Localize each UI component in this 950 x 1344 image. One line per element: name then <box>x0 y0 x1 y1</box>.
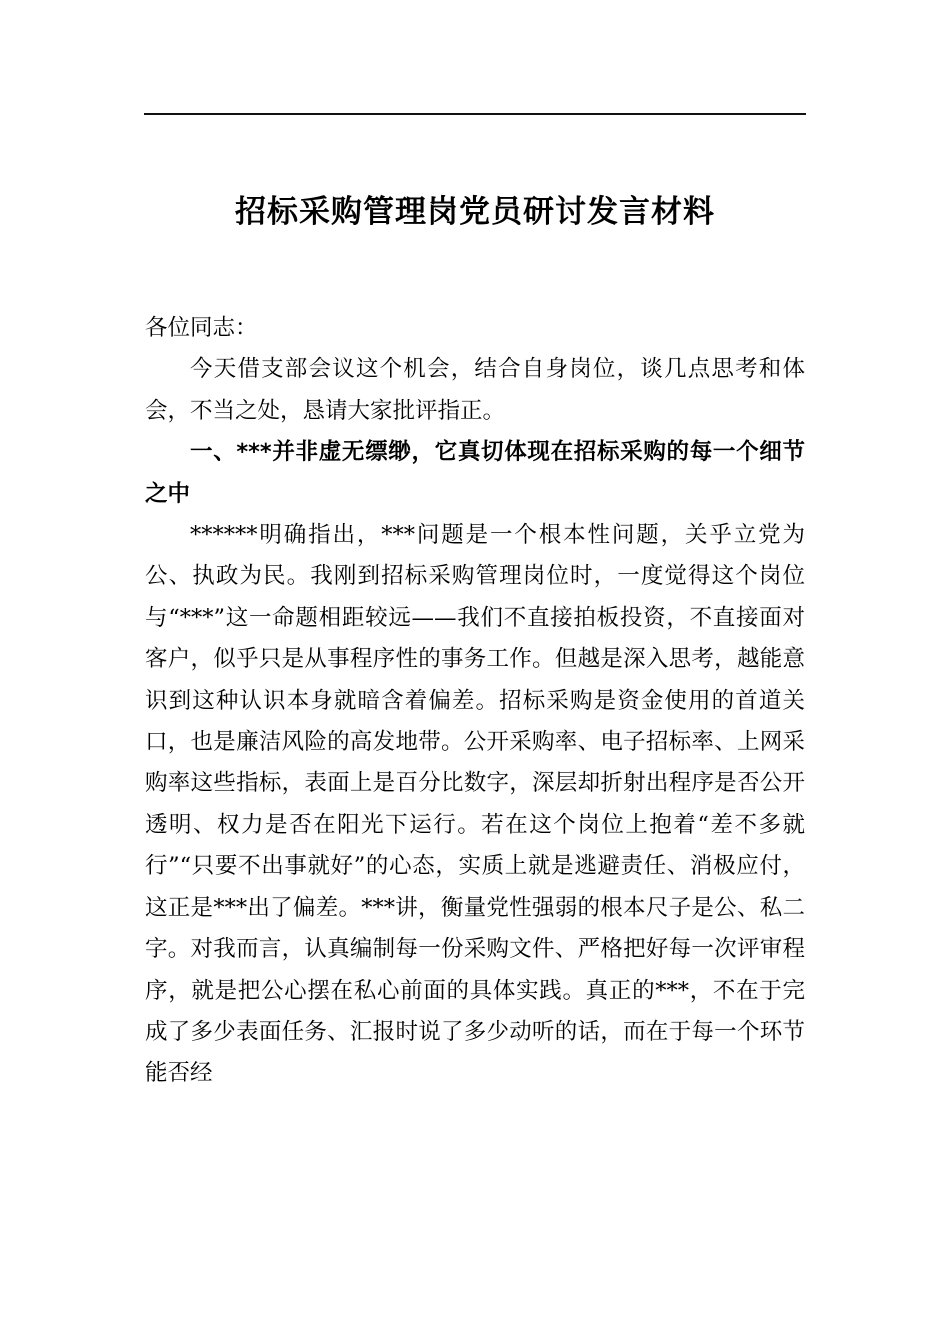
salutation: 各位同志： <box>145 315 258 341</box>
section-1-paragraph: ******明确指出，***问题是一个根本性问题，关乎立党为公、执政为民。我刚到招标采购管理岗位时，一度觉得这个岗位与“***”这一命题相距较远——我们不直接拍板投资，不直接面对客户，似乎只是从事程序性的事务工作。但越是深入思考，越能意识到这种认识本身就暗含着偏差。招标采购是资金使用的首道关口，也是廉洁风险的高发地带。公开采购率、电子招标率、上网采购率这些指标，表面上是百分比数字，深层却折射出程序是否公开透明、权力是否在阳光下运行。若在这个岗位上抱着“差不多就行”“只要不出事就好”的心态，实质上就是逃避责任、消极应付，这正是***出了偏差。***讲，衡量党性强弱的根本尺子是公、私二字。对我而言，认真编制每一份采购文件、严格把好每一次评审程序，就是把公心摆在私心前面的具体实践。真正的***，不在于完成了多少表面任务、汇报时说了多少动听的话，而在于每一个环节能否经 <box>145 522 805 1087</box>
document-body <box>145 308 805 1095</box>
section-1-heading: 一、***并非虚无缥缈，它真切体现在招标采购的每一个细节之中 <box>145 439 805 507</box>
intro-paragraph: 今天借支部会议这个机会，结合自身岗位，谈几点思考和体会，不当之处，恳请大家批评指正。 <box>145 356 805 424</box>
document-title: 招标采购管理岗党员研讨发言材料 <box>235 194 715 230</box>
header-rule <box>144 113 806 115</box>
